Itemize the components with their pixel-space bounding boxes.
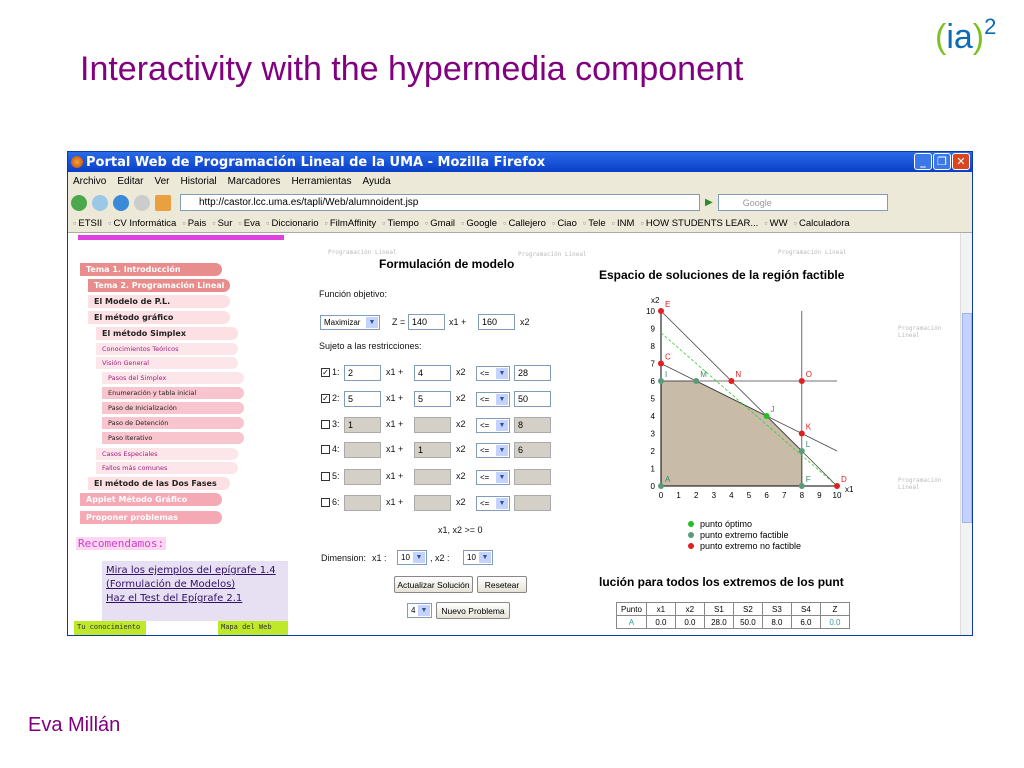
coef-a-input[interactable] (344, 469, 381, 485)
bookmark-tiempo[interactable]: ▫ Tiempo (382, 218, 419, 229)
update-solution-button[interactable]: Actualizar Solución (394, 576, 473, 593)
logo-sup: 2 (984, 14, 997, 39)
sidebar-item-detencion[interactable]: Paso de Detención (102, 417, 244, 429)
vertical-scrollbar[interactable] (960, 233, 972, 636)
x-tick-label: 9 (817, 491, 822, 500)
firefox-icon (71, 156, 83, 168)
coef-b-input[interactable] (414, 495, 451, 511)
ghost-text: Programación Lineal (778, 249, 847, 256)
x2-label: x2 (456, 497, 466, 507)
sidebar-item-dos-fases[interactable]: El método de las Dos Fases (88, 477, 230, 490)
y-tick-label: 2 (650, 447, 655, 456)
operator-select[interactable] (476, 392, 510, 407)
legend-item-feasible (688, 530, 801, 541)
data-point (658, 378, 664, 384)
new-problem-button[interactable]: Nuevo Problema (436, 602, 510, 619)
constraint-checkbox[interactable] (321, 498, 330, 507)
operator-select[interactable] (476, 496, 510, 511)
logo-close: ) (972, 18, 985, 56)
coef-b-input[interactable]: 4 (414, 365, 451, 381)
menu-editar[interactable]: Editar (117, 175, 144, 187)
legend-label: punto extremo factible (700, 530, 789, 540)
bookmark-callejero[interactable]: ▫ Callejero (503, 218, 546, 229)
table-cell: 50.0 (733, 616, 762, 629)
table-row (617, 616, 850, 629)
link-ejemplos[interactable]: Mira los ejemplos del epígrafe 1.4 (106, 565, 276, 576)
coef-a-input[interactable]: 2 (344, 365, 381, 381)
sidebar-item-fallos[interactable]: Fallos más comunes (96, 462, 238, 474)
x1-plus-label: x1 + (386, 444, 404, 454)
bookmark-etsii[interactable]: ▫ ETSII (73, 218, 102, 229)
legend-swatch (688, 521, 694, 527)
data-point (728, 378, 734, 384)
point-label: C (665, 352, 671, 362)
chevron-down-icon: ▼ (496, 420, 508, 431)
sidebar-item-vision[interactable]: Visión General (96, 357, 238, 369)
link-mapa-web[interactable]: Mapa del Web (218, 621, 288, 635)
col-s1: S1 (704, 603, 733, 616)
results-title: lución para todos los extremos de los punt (599, 575, 844, 589)
legend-swatch (688, 532, 694, 538)
sidebar-item-metodo-grafico[interactable]: El método gráfico (88, 311, 230, 324)
navigation-bar (68, 190, 972, 215)
operator-value: <= (480, 369, 490, 378)
go-icon[interactable]: ▶ (705, 197, 713, 208)
coef-c1-input[interactable]: 140 (408, 314, 445, 330)
dimension-label: Dimension: (321, 553, 367, 563)
y-tick-label: 8 (650, 342, 655, 351)
bookmark-eva[interactable]: ▫ Eva (238, 218, 260, 229)
legend-label: punto óptimo (700, 519, 753, 529)
table-cell: 0.0 (646, 616, 675, 629)
table-cell: 28.0 (704, 616, 733, 629)
bookmarks-bar (68, 215, 972, 233)
bookmark-filmaffinity[interactable]: ▫ FilmAffinity (325, 218, 377, 229)
x2-label: x2 (456, 471, 466, 481)
bookmark-ciao[interactable]: ▫ Ciao (552, 218, 577, 229)
menu-historial[interactable]: Historial (180, 175, 217, 187)
x1-plus-label: x1 + (386, 471, 404, 481)
constraints-label: Sujeto a las restricciones: (319, 341, 422, 351)
data-point (834, 483, 840, 489)
menu-marcadores[interactable]: Marcadores (227, 175, 281, 187)
x-tick-label: 3 (711, 491, 717, 500)
table-cell: 8.0 (762, 616, 791, 629)
menu-herramientas[interactable]: Herramientas (291, 175, 352, 187)
window-titlebar (68, 152, 972, 172)
menu-bar (68, 172, 972, 190)
restore-button[interactable]: ❐ (933, 153, 951, 170)
results-table (616, 602, 850, 629)
operator-select[interactable] (476, 418, 510, 433)
x-tick-label: 5 (746, 491, 752, 500)
url-input[interactable]: http://castor.lcc.uma.es/tapli/Web/alumnoident.jsp (180, 194, 700, 211)
table-header-row (617, 603, 850, 616)
x2-label: x2 (456, 393, 466, 403)
constraint-checkbox[interactable]: ✓ (322, 394, 329, 403)
x1-plus-label: x1 + (386, 367, 404, 377)
bookmark-sur[interactable]: ▫ Sur (212, 218, 232, 229)
coef-b-input[interactable] (414, 417, 451, 433)
x-tick-label: 10 (832, 491, 842, 500)
data-point (658, 308, 664, 314)
nonneg-label: x1, x2 >= 0 (438, 525, 483, 535)
feasible-region (661, 381, 802, 486)
y-tick-label: 4 (650, 412, 655, 421)
table-cell: 0.0 (820, 616, 849, 629)
point-label: K (805, 422, 812, 432)
reload-icon[interactable] (113, 195, 129, 211)
x2-label: x2 (456, 367, 466, 377)
table-cell: 6.0 (791, 616, 820, 629)
dim-x1-value: 10 (401, 553, 410, 562)
coef-b-input[interactable]: 1 (414, 442, 451, 458)
rhs-input[interactable] (514, 495, 551, 511)
rhs-input[interactable] (514, 469, 551, 485)
operator-value: <= (480, 473, 490, 482)
sidebar-item-proponer[interactable]: Proponer problemas (80, 511, 222, 524)
sidebar-item-conocimientos[interactable]: Conocimientos Teóricos (96, 343, 238, 355)
y-axis-label: x2 (651, 296, 660, 305)
x2-label: x2 (456, 419, 466, 429)
y-tick-label: 10 (646, 307, 655, 316)
coef-a-input[interactable]: 5 (344, 391, 381, 407)
x-tick-label: 6 (764, 491, 769, 500)
sidebar-item-simplex[interactable]: El método Simplex (96, 327, 238, 340)
search-input[interactable]: Google (718, 194, 888, 211)
constraint-label: 4: (332, 444, 340, 454)
dim-x2-value: 10 (467, 553, 476, 562)
bookmark-cv[interactable]: ▫ CV Informática (108, 218, 176, 229)
table-cell: A (617, 616, 647, 629)
bookmark-inm[interactable]: ▫ INM (612, 218, 635, 229)
operator-value: <= (480, 395, 490, 404)
operator-select[interactable] (476, 443, 510, 458)
x2-label: x2 (520, 317, 530, 327)
reset-button[interactable]: Resetear (477, 576, 527, 593)
objective-select-value: Maximizar (324, 318, 361, 327)
back-icon[interactable] (71, 195, 87, 211)
legend-swatch (688, 543, 694, 549)
menu-ayuda[interactable]: Ayuda (362, 175, 391, 187)
link-tu-conocimiento[interactable]: Tu conocimiento (74, 621, 146, 635)
dim-x2-label: , x2 : (430, 553, 450, 563)
x-tick-label: 7 (781, 491, 787, 500)
z-label: Z = (392, 317, 406, 327)
data-point (799, 483, 805, 489)
sidebar-item-especiales[interactable]: Casos Especiales (96, 448, 238, 460)
constraint-label: 5: (332, 471, 340, 481)
forward-icon[interactable] (92, 195, 108, 211)
constraint-checkbox[interactable] (321, 472, 330, 481)
y-tick-label: 1 (650, 464, 655, 474)
x-tick-label: 1 (676, 491, 681, 500)
sidebar-item-tema1[interactable]: Tema 1. Introducción (80, 263, 222, 276)
logo-text: ia (946, 18, 973, 56)
col-x2: x2 (675, 603, 704, 616)
close-button[interactable]: ✕ (952, 153, 970, 170)
col-z: Z (820, 603, 849, 616)
data-point (799, 431, 805, 437)
bookmark-how-students[interactable]: ▫ HOW STUDENTS LEAR... (640, 218, 758, 229)
bookmark-pais[interactable]: ▫ Pais (182, 218, 206, 229)
window-title: Portal Web de Programación Lineal de la UMA - Mozilla Firefox (86, 154, 546, 170)
coef-a-input[interactable]: 1 (344, 417, 381, 433)
point-label: A (665, 475, 671, 484)
data-point (799, 378, 805, 384)
data-point (693, 378, 699, 384)
coef-a-input[interactable] (344, 442, 381, 458)
data-point (764, 413, 770, 419)
constraint-checkbox[interactable]: ✓ (322, 368, 329, 377)
chart-legend (688, 519, 801, 552)
x-tick-label: 8 (799, 491, 805, 500)
data-point (658, 483, 664, 489)
ghost-text: Programación Lineal (328, 249, 397, 256)
operator-value: <= (480, 499, 490, 508)
bookmark-tele[interactable]: ▫ Tele (583, 218, 606, 229)
point-label: F (805, 475, 811, 484)
constraint-label: 1: (332, 367, 340, 377)
menu-archivo[interactable]: Archivo (73, 175, 107, 187)
rhs-input[interactable]: 28 (514, 365, 551, 381)
x1-plus-label: x1 + (449, 317, 467, 327)
point-label: L (805, 440, 811, 449)
chevron-down-icon: ▼ (496, 498, 508, 509)
col-punto: Punto (617, 603, 647, 616)
chevron-down-icon: ▼ (418, 605, 430, 616)
data-point (799, 448, 805, 454)
minimize-button[interactable]: _ (914, 153, 932, 170)
bookmark-calculadora[interactable]: ▫ Calculadora (794, 218, 850, 229)
legend-item-infeasible (688, 541, 801, 552)
x1-plus-label: x1 + (386, 497, 404, 507)
form-title: Formulación de modelo (379, 257, 515, 271)
rhs-input[interactable]: 8 (514, 417, 551, 433)
col-x1: x1 (646, 603, 675, 616)
slide-title: Interactivity with the hypermedia component (80, 50, 744, 88)
chart-title: Espacio de soluciones de la región factible (599, 268, 845, 282)
chevron-down-icon: ▼ (496, 368, 508, 379)
sidebar-item-modelo[interactable]: El Modelo de P.L. (88, 295, 230, 308)
operator-select[interactable] (476, 470, 510, 485)
point-label: I (665, 370, 668, 379)
page-content (68, 233, 961, 636)
chevron-down-icon: ▼ (413, 552, 425, 563)
logo-open: ( (935, 18, 947, 56)
operator-value: <= (480, 446, 490, 455)
dim-x2-select[interactable] (463, 550, 493, 565)
coef-a-input[interactable] (344, 495, 381, 511)
x-tick-label: 4 (729, 491, 734, 500)
sidebar-item-iterativo[interactable]: Paso Iterativo (102, 432, 244, 444)
sidebar-item-enumeracion[interactable]: Enumeración y tabla inicial (102, 387, 244, 399)
sidebar-item-applet[interactable]: Applet Método Gráfico (80, 493, 222, 506)
link-test[interactable]: Haz el Test del Epígrafe 2.1 (106, 593, 243, 604)
ghost-text: Programación Lineal (898, 325, 942, 339)
dim-x1-select[interactable] (397, 550, 427, 565)
rhs-input[interactable]: 6 (514, 442, 551, 458)
point-label: N (735, 370, 742, 379)
x-tick-label: 0 (658, 491, 664, 500)
objective-select[interactable] (320, 315, 380, 330)
point-label: J (770, 405, 775, 414)
operator-value: <= (480, 421, 490, 430)
x-axis-label: x1 (845, 485, 854, 494)
x1-plus-label: x1 + (386, 393, 404, 403)
data-point (658, 361, 664, 367)
point-label: O (805, 370, 813, 379)
chevron-down-icon: ▼ (479, 552, 491, 563)
y-tick-label: 3 (650, 429, 655, 439)
x1-plus-label: x1 + (386, 419, 404, 429)
point-label: E (665, 300, 671, 309)
legend-item-optimal (688, 519, 801, 530)
author: Eva Millán (28, 714, 121, 736)
chevron-down-icon: ▼ (366, 317, 378, 328)
x-tick-label: 2 (693, 491, 699, 500)
bookmark-google[interactable]: ▫ Google (461, 218, 497, 229)
y-tick-label: 0 (650, 482, 655, 491)
bookmark-ww[interactable]: ▫ WW (764, 218, 787, 229)
stop-icon[interactable] (134, 195, 150, 211)
y-tick-label: 7 (650, 359, 655, 369)
dim-x1-label: x1 : (372, 553, 387, 563)
chevron-down-icon: ▼ (496, 394, 508, 405)
coef-c2-input[interactable]: 160 (478, 314, 515, 330)
logo (935, 14, 996, 57)
home-icon[interactable] (155, 195, 171, 211)
y-tick-label: 5 (650, 394, 655, 404)
recommend-links (102, 561, 288, 621)
coef-b-input[interactable] (414, 469, 451, 485)
constraint-checkbox[interactable] (321, 445, 330, 454)
col-s3: S3 (762, 603, 791, 616)
y-tick-label: 9 (650, 324, 655, 334)
constraint-label: 2: (332, 393, 340, 403)
recommend-label: Recomendamos: (78, 537, 165, 550)
rhs-input[interactable]: 50 (514, 391, 551, 407)
point-label: D (841, 475, 847, 484)
constraint-checkbox[interactable] (321, 420, 330, 429)
col-s2: S2 (733, 603, 762, 616)
ghost-text: Programación Lineal (898, 477, 942, 491)
header-bar (78, 235, 284, 240)
table-cell: 0.0 (675, 616, 704, 629)
objective-label: Función objetivo: (319, 289, 388, 299)
legend-label: punto extremo no factible (700, 541, 802, 551)
problem-select[interactable] (407, 603, 432, 618)
link-formulacion[interactable]: (Formulación de Modelos) (106, 579, 236, 590)
sidebar-item-tema2[interactable]: Tema 2. Programación Lineal (88, 279, 230, 292)
x2-label: x2 (456, 444, 466, 454)
chevron-down-icon: ▼ (496, 472, 508, 483)
operator-select[interactable] (476, 366, 510, 381)
col-s4: S4 (791, 603, 820, 616)
lp-chart (628, 288, 868, 503)
menu-ver[interactable]: Ver (154, 175, 170, 187)
bookmark-gmail[interactable]: ▫ Gmail (425, 218, 455, 229)
sidebar-item-inicializacion[interactable]: Paso de Inicialización (102, 402, 244, 414)
constraint-label: 3: (332, 419, 340, 429)
chevron-down-icon: ▼ (496, 445, 508, 456)
constraint-label: 6: (332, 497, 340, 507)
sidebar-item-pasos[interactable]: Pasos del Simplex (102, 372, 244, 384)
y-tick-label: 6 (650, 377, 655, 386)
bookmark-diccionario[interactable]: ▫ Diccionario (266, 218, 318, 229)
scrollbar-thumb[interactable] (962, 313, 972, 523)
ghost-text: Programación Lineal (518, 251, 587, 258)
problem-select-value: 4 (411, 606, 416, 615)
coef-b-input[interactable]: 5 (414, 391, 451, 407)
point-label: M (700, 370, 707, 379)
browser-window (67, 151, 973, 636)
